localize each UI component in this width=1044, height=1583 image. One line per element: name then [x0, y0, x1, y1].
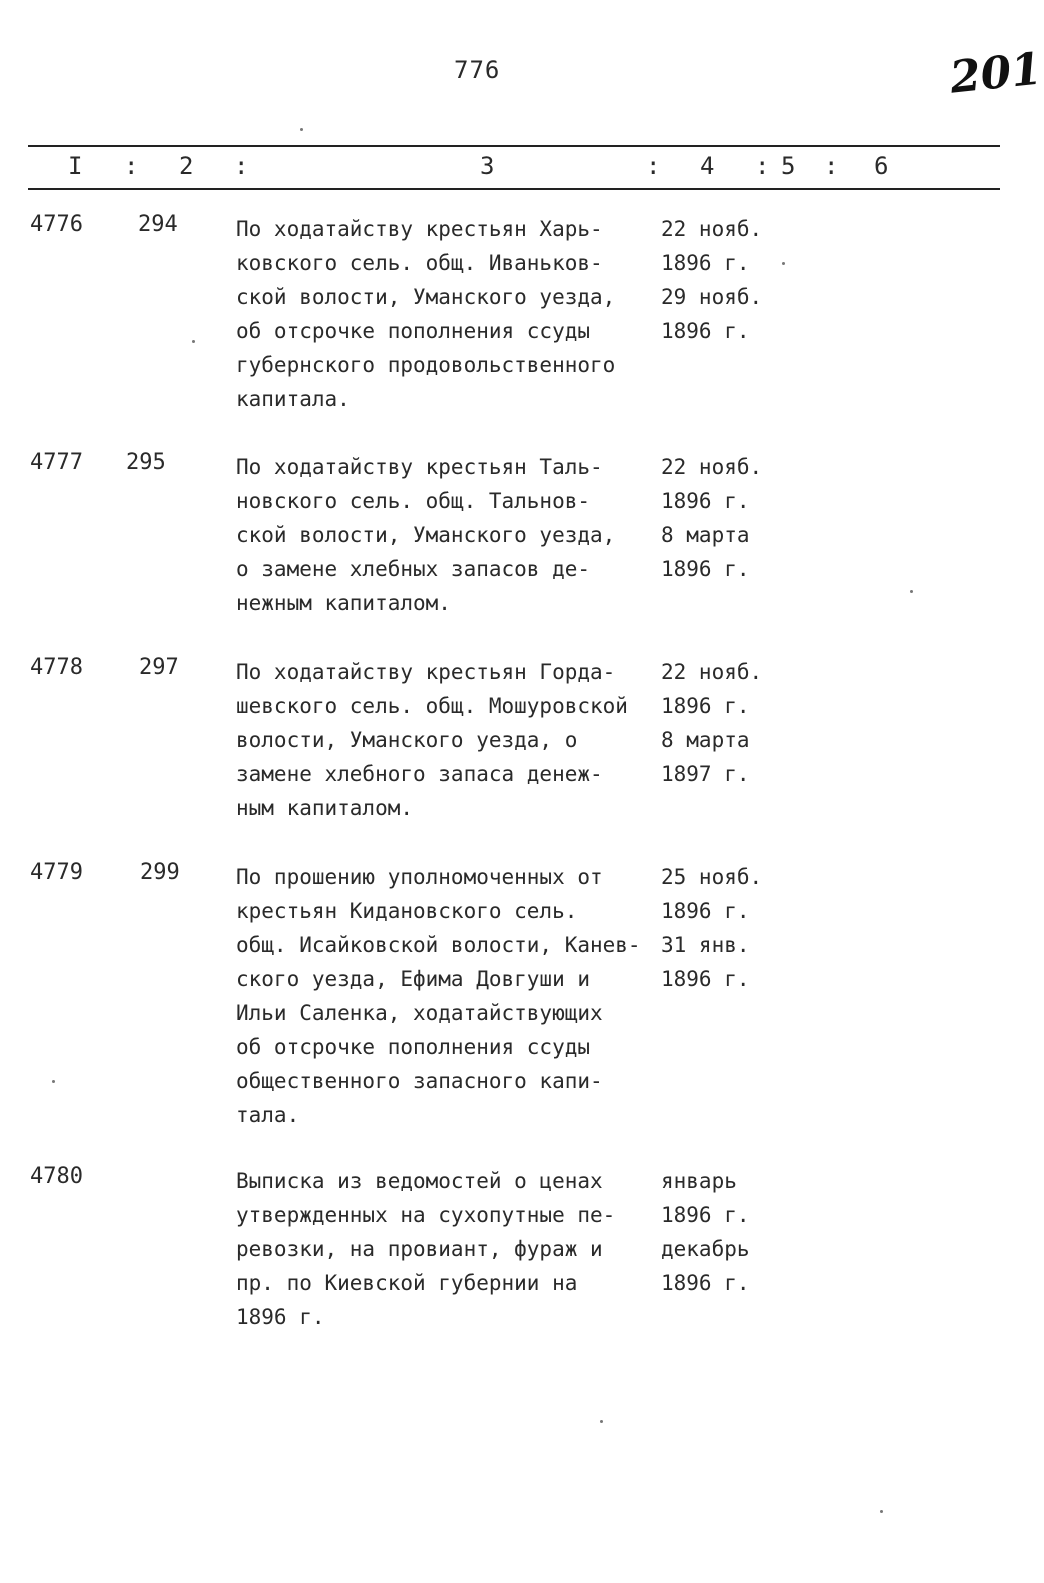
- scan-speck: [52, 1080, 55, 1083]
- header-separator: :: [234, 152, 249, 180]
- date-start-year: 1896 г.: [661, 489, 750, 513]
- scan-speck: [600, 1420, 603, 1423]
- entry-number: 4779: [30, 860, 83, 885]
- date-end-year: 1897 г.: [661, 762, 750, 786]
- case-number: 295: [126, 450, 166, 475]
- header-col-1: I: [68, 152, 83, 180]
- date-start: 22 нояб.: [661, 455, 763, 479]
- header-col-6: 6: [874, 152, 889, 180]
- entry-description: По ходатайству крестьян Таль- новского сель. общ. Тальнов- ской волости, Уманского уезда, о замене хлебных запасов де- нежным капиталом.: [236, 455, 616, 615]
- date-end-year: 1896 г.: [661, 967, 750, 991]
- date-end-year: 1896 г.: [661, 557, 750, 581]
- entry-description: По ходатайству крестьян Харь- ковского сель. общ. Иваньков- ской волости, Уманского уезда, об отсрочке пополнения ссуды губернского продовольственного капитала.: [236, 217, 616, 411]
- date-end: 8 марта: [661, 523, 750, 547]
- entry-description: По прошению уполномоченных от крестьян Кидановского сель. общ. Исайковской волости, Канев- ского уезда, Ефима Довгуши и Ильи Саленка, ходатайствующих об отсрочке пополнения ссуды общественного запасного капи- тала.: [236, 865, 641, 1127]
- header-separator: :: [646, 152, 661, 180]
- date-start: январь: [661, 1169, 737, 1193]
- header-rule-bottom: [28, 188, 1000, 190]
- date-end: декабрь: [661, 1237, 750, 1261]
- entry-dates: [661, 450, 762, 586]
- sheet-number-handwritten: 201: [947, 43, 1044, 104]
- scan-speck: [782, 262, 785, 265]
- date-start: 22 нояб.: [661, 660, 763, 684]
- entry-dates: [661, 212, 762, 348]
- date-start-year: 1896 г.: [661, 899, 750, 923]
- date-end: 8 марта: [661, 728, 750, 752]
- date-end: 29 нояб.: [661, 285, 763, 309]
- date-end-year: 1896 г.: [661, 1271, 750, 1295]
- header-rule-top: [28, 145, 1000, 147]
- entry-dates: [661, 860, 762, 996]
- entry-number: 4780: [30, 1164, 83, 1189]
- date-start-year: 1896 г.: [661, 1203, 750, 1227]
- case-number: 297: [139, 655, 179, 680]
- header-col-5: 5: [781, 152, 796, 180]
- date-start: 22 нояб.: [661, 217, 763, 241]
- entry-dates: [661, 655, 762, 791]
- entry-number: 4778: [30, 655, 83, 680]
- header-separator: :: [124, 152, 139, 180]
- page-number: 776: [454, 56, 501, 84]
- scan-speck: [910, 590, 913, 593]
- scan-speck: [192, 340, 195, 343]
- entry-number: 4777: [30, 450, 83, 475]
- date-end-year: 1896 г.: [661, 319, 750, 343]
- date-start-year: 1896 г.: [661, 251, 750, 275]
- case-number: 299: [140, 860, 180, 885]
- date-start-year: 1896 г.: [661, 694, 750, 718]
- header-col-4: 4: [700, 152, 715, 180]
- case-number: 294: [138, 212, 178, 237]
- entry-number: 4776: [30, 212, 83, 237]
- entry-dates: [661, 1164, 750, 1300]
- date-end: 31 янв.: [661, 933, 750, 957]
- header-separator: :: [824, 152, 839, 180]
- entry-description: Выписка из ведомостей о ценах утвержденных на сухопутные пе- ревозки, на провиант, фураж и пр. по Киевской губернии на 1896 г.: [236, 1169, 616, 1329]
- header-col-3: 3: [480, 152, 495, 180]
- date-start: 25 нояб.: [661, 865, 763, 889]
- header-col-2: 2: [179, 152, 194, 180]
- header-separator: :: [755, 152, 770, 180]
- scan-speck: [300, 128, 303, 131]
- entry-description: По ходатайству крестьян Горда- шевского сель. общ. Мошуровской волости, Уманского уезда, о замене хлебного запаса денеж- ным капиталом.: [236, 660, 628, 820]
- scan-speck: [880, 1510, 883, 1513]
